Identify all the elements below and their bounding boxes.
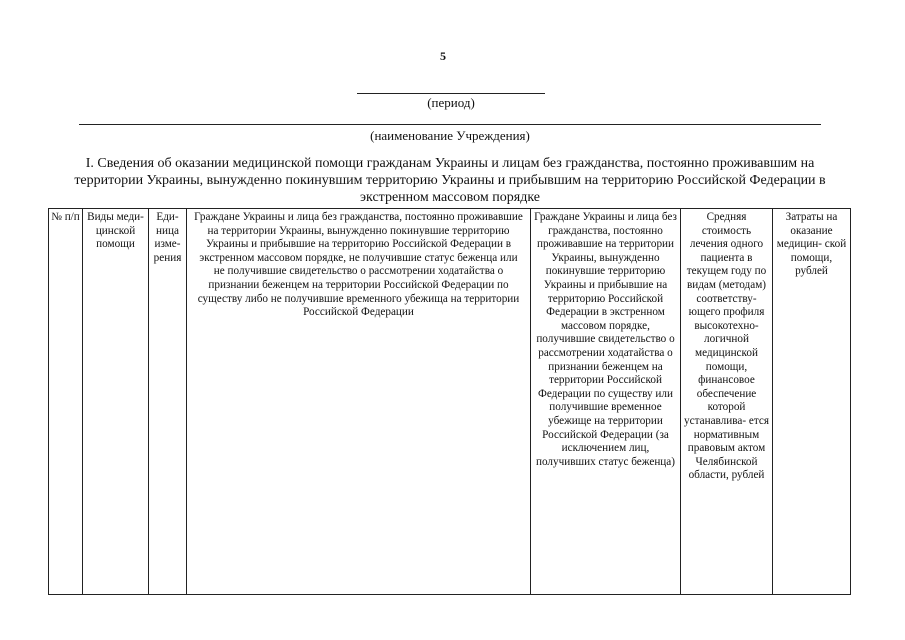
data-table	[48, 208, 851, 595]
header-no-refugee-status: Граждане Украины и лица без гражданства, постоянно проживавшие на территории Украины, вынужденно покинувшие территорию Украины и прибывшие на территорию Российской Федерации в экстренном массовом порядке, не получившие статус беженца или не получившие свидетельство о рассмотрении ходатайства о признании беженцем на территории Российской Федерации по существу либо не получившие временного убежища на территории Российской Федерации	[187, 209, 531, 595]
institution-label: (наименование Учреждения)	[370, 128, 530, 143]
institution-line	[79, 124, 821, 125]
header-with-certificate: Граждане Украины и лица без гражданства, постоянно проживавшие на территории Украины, вынужденно покинувшие территорию Украины и прибывшие на территорию Российской Федерации в экстренном массовом порядке, получившие свидетельство о рассмотрении ходатайства о признании беженцем на территории Российской Федерации по существу или получившие временное убежище на территории Российской Федерации (за исключением лиц, получивших статус беженца)	[531, 209, 681, 595]
page-number: 5	[440, 49, 446, 63]
header-number: № п/п	[49, 209, 83, 595]
section-title: I. Сведения об оказании медицинской помощи гражданам Украины и лицам без гражданства, постоянно проживавшим на территории Украины, вынужденно покинувшим территорию Украины и прибывшим на территорию Российской Федерации в экстренном массовом порядке	[74, 156, 826, 205]
header-expenses: Затраты на оказание медицин- ской помощи, рублей	[773, 209, 851, 595]
table-header-row	[49, 209, 851, 595]
period-line	[357, 93, 545, 94]
header-average-cost: Средняя стоимость лечения одного пациента в текущем году по видам (методам) соответству- ющего профиля высокотехно- логичной медицинской помощи, финансовое обеспечение которой устанавлива- ется нормативным правовым актом Челябинской области, рублей	[681, 209, 773, 595]
header-care-type: Виды меди- цинской помощи	[83, 209, 149, 595]
header-unit: Еди- ница изме- рения	[149, 209, 187, 595]
period-label: (период)	[427, 95, 475, 110]
